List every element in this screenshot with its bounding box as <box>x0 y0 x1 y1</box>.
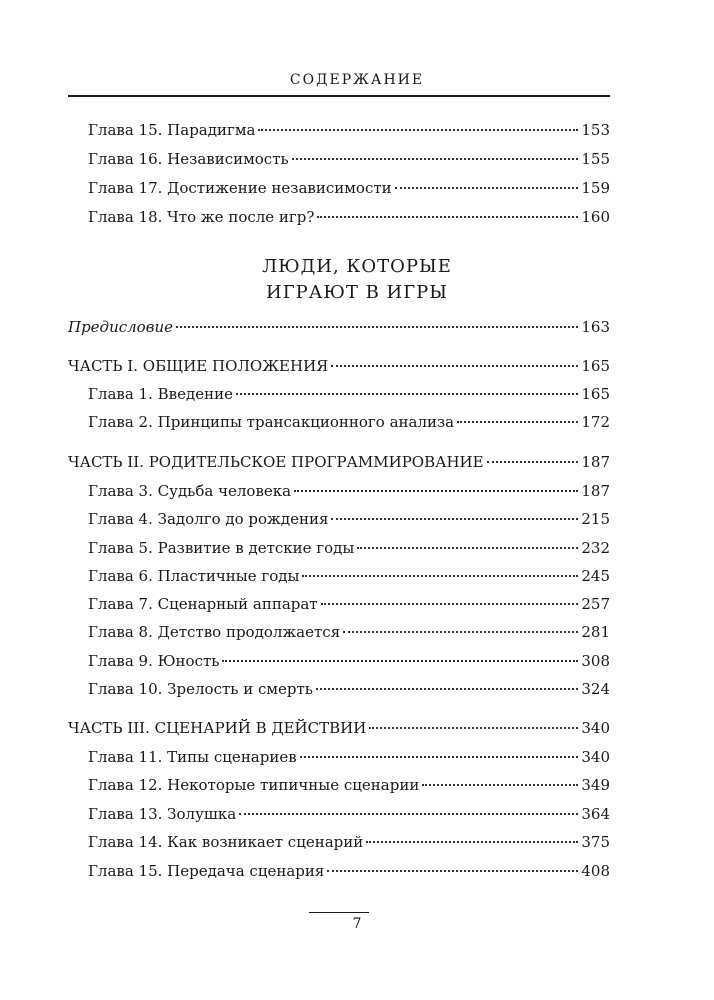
toc-entry-page: 324 <box>581 680 610 698</box>
toc-entry[interactable] <box>68 149 610 169</box>
toc-entry-label: Глава 3. Судьба человека <box>88 482 292 500</box>
dot-leader <box>487 461 579 463</box>
toc-entry[interactable] <box>68 861 610 881</box>
toc-entry-label: Глава 7. Сценарный аппарат <box>88 595 318 613</box>
toc-entry-label: ЧАСТЬ III. СЦЕНАРИЙ В ДЕЙСТВИИ <box>68 719 367 737</box>
toc-entry-label: Глава 9. Юность <box>88 652 220 670</box>
toc-part-entry[interactable] <box>68 718 610 738</box>
toc-entry[interactable] <box>68 832 610 852</box>
dot-leader <box>321 603 579 605</box>
toc-entry-page: 215 <box>581 510 610 528</box>
running-head: СОДЕРЖАНИЕ <box>289 72 425 88</box>
book-title-line-1: ЛЮДИ, КОТОРЫЕ <box>262 256 452 277</box>
toc-entry[interactable] <box>68 120 610 140</box>
toc-entry[interactable] <box>68 622 610 642</box>
toc-entry-label: Глава 15. Парадигма <box>88 121 256 139</box>
toc-entry[interactable] <box>68 178 610 198</box>
dot-leader <box>331 518 578 520</box>
toc-entry-page: 364 <box>581 805 610 823</box>
toc-entry-label: Глава 2. Принципы трансакционного анализа <box>88 413 455 431</box>
toc-entry[interactable] <box>68 747 610 767</box>
toc-entry-page: 340 <box>581 719 610 737</box>
toc-entry[interactable] <box>68 594 610 614</box>
toc-entry-label: Глава 5. Развитие в детские годы <box>88 539 355 557</box>
toc-entry-page: 187 <box>581 453 610 471</box>
toc-entry[interactable] <box>68 566 610 586</box>
toc-part-entry[interactable] <box>68 452 610 472</box>
toc-entry-page: 155 <box>581 150 610 168</box>
dot-leader <box>300 756 579 758</box>
toc-entry-page: 375 <box>581 833 610 851</box>
running-head-rule <box>68 95 610 97</box>
toc-entry-label: Глава 6. Пластичные годы <box>88 567 300 585</box>
dot-leader <box>292 158 579 160</box>
dot-leader <box>236 393 578 395</box>
toc-entry-page: 349 <box>581 776 610 794</box>
toc-entry-label: Глава 18. Что же после игр? <box>88 208 315 226</box>
toc-entry[interactable] <box>68 651 610 671</box>
toc-entry-page: 257 <box>581 595 610 613</box>
toc-entry-page: 163 <box>581 318 610 336</box>
toc-entry-page: 160 <box>581 208 610 226</box>
dot-leader <box>366 841 578 843</box>
toc-entry-label: Глава 8. Детство продолжается <box>88 623 341 641</box>
dot-leader <box>239 813 578 815</box>
toc-entry-page: 172 <box>581 413 610 431</box>
dot-leader <box>422 784 578 786</box>
toc-entry-label: ЧАСТЬ I. ОБЩИЕ ПОЛОЖЕНИЯ <box>68 357 329 375</box>
toc-entry-label: Глава 1. Введение <box>88 385 233 403</box>
toc-entry-page: 281 <box>581 623 610 641</box>
toc-entry-label: Глава 11. Типы сценариев <box>88 748 297 766</box>
toc-entry-label: Глава 16. Независимость <box>88 150 289 168</box>
toc-entry-label: Глава 4. Задолго до рождения <box>88 510 329 528</box>
toc-entry-page: 153 <box>581 121 610 139</box>
dot-leader <box>395 187 579 189</box>
toc-entry[interactable] <box>68 509 610 529</box>
dot-leader <box>222 660 578 662</box>
page-number: 7 <box>352 916 362 932</box>
toc-entry-label: Предисловие <box>68 318 173 336</box>
dot-leader <box>317 216 578 218</box>
toc-entry[interactable] <box>68 679 610 699</box>
toc-entry-label: Глава 13. Золушка <box>88 805 237 823</box>
toc-entry-page: 187 <box>581 482 610 500</box>
toc-entry[interactable] <box>68 775 610 795</box>
dot-leader <box>343 631 578 633</box>
toc-entry-page: 408 <box>581 862 610 880</box>
toc-entry-label: Глава 12. Некоторые типичные сценарии <box>88 776 420 794</box>
dot-leader <box>327 870 578 872</box>
toc-entry[interactable] <box>68 207 610 227</box>
footer-rule <box>309 912 369 913</box>
dot-leader <box>316 688 578 690</box>
toc-entry[interactable] <box>68 384 610 404</box>
toc-entry-label: Глава 17. Достижение независимости <box>88 179 392 197</box>
toc-entry-page: 245 <box>581 567 610 585</box>
toc-entry-label: Глава 10. Зрелость и смерть <box>88 680 313 698</box>
toc-entry[interactable] <box>68 412 610 432</box>
dot-leader <box>176 326 578 328</box>
dot-leader <box>302 575 578 577</box>
dot-leader <box>369 727 578 729</box>
dot-leader <box>294 490 578 492</box>
toc-entry-page: 340 <box>581 748 610 766</box>
toc-entry-label: ЧАСТЬ II. РОДИТЕЛЬСКОЕ ПРОГРАММИРОВАНИЕ <box>68 453 484 471</box>
dot-leader <box>331 365 578 367</box>
dot-leader <box>457 421 578 423</box>
toc-entry[interactable] <box>68 538 610 558</box>
dot-leader <box>357 547 578 549</box>
toc-entry-label: Глава 15. Передача сценария <box>88 862 325 880</box>
dot-leader <box>258 129 578 131</box>
toc-entry-preface[interactable] <box>68 317 610 337</box>
toc-entry-page: 232 <box>581 539 610 557</box>
toc-entry-page: 165 <box>581 357 610 375</box>
toc-entry[interactable] <box>68 804 610 824</box>
toc-entry-page: 308 <box>581 652 610 670</box>
toc-entry[interactable] <box>68 481 610 501</box>
toc-entry-page: 165 <box>581 385 610 403</box>
book-title-line-2: ИГРАЮТ В ИГРЫ <box>266 282 448 303</box>
toc-part-entry[interactable] <box>68 356 610 376</box>
toc-entry-page: 159 <box>581 179 610 197</box>
toc-entry-label: Глава 14. Как возникает сценарий <box>88 833 364 851</box>
